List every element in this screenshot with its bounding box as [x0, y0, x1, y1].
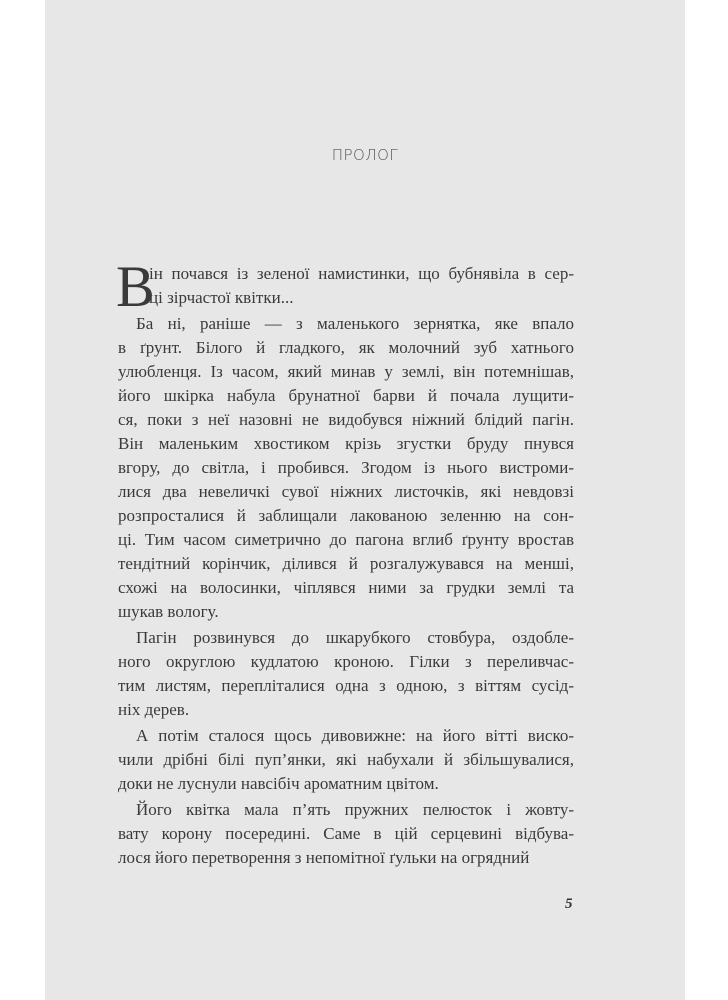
text-line: доки не луснули навсібіч ароматним цвітом.: [118, 774, 439, 793]
text-line: А потім сталося щось дивовижне: на його вітті виско-: [136, 726, 574, 745]
text-line: Ба ні, раніше — з маленького зернятка, яке впало: [136, 314, 574, 333]
text-line: вгору, до світла, і пробився. Згодом із нього вистроми-: [118, 458, 574, 477]
text-line: ін почався із зеленої намистинки, що бубнявіла в сер-: [149, 264, 574, 283]
text-line: розпросталися й заблищали лакованою зеленню на сон-: [118, 506, 574, 525]
paragraph: [118, 798, 574, 870]
text-line: його шкірка набула брунатної барви й почала лущити-: [118, 386, 574, 405]
paragraph: [118, 724, 574, 796]
paragraph: [116, 254, 574, 319]
text-line: лося його перетворення з непомітної ґульки на огрядний: [118, 848, 530, 867]
text-line: тим листям, перепліталися одна з одною, з віттям сусід-: [118, 676, 574, 695]
text-line: тендітний корінчик, ділився й розгалужувався на менші,: [118, 554, 574, 573]
text-line: в ґрунт. Білого й гладкого, як молочний зуб хатнього: [118, 338, 574, 357]
paragraph: [118, 626, 574, 722]
text-line: ніх дерев.: [118, 700, 190, 719]
text-line: улюбленця. Із часом, який минав у землі, він потемнішав,: [118, 362, 574, 381]
text-line: ці зірчастої квітки...: [149, 288, 294, 307]
text-line: ці. Тим часом симетрично до пагона вглиб ґрунту вростав: [118, 530, 574, 549]
text-line: шукав вологу.: [118, 602, 219, 621]
chapter-text: [116, 254, 574, 870]
page-number: 5: [565, 896, 573, 912]
text-line: схожі на волосинки, чіплявся ними за грудки землі та: [118, 578, 574, 597]
text-line: Його квітка мала п’ять пружних пелюсток і жовту-: [136, 800, 574, 819]
chapter-title: ПРОЛОГ: [331, 146, 399, 164]
book-page: [45, 0, 685, 1000]
text-line: ного округлою кудлатою кроною. Гілки з переливчас-: [118, 652, 574, 671]
paragraph: [118, 312, 574, 624]
text-line: вату корону посередині. Саме в цій серцевині відбува-: [118, 824, 574, 843]
text-line: ся, поки з неї назовні не видобувся ніжний блідий пагін.: [118, 410, 574, 429]
text-line: чили дрібні білі пуп’янки, які набухали й збільшувалися,: [118, 750, 574, 769]
text-line: Пагін розвинувся до шкарубкого стовбура, оздобле-: [136, 628, 574, 647]
drop-cap: В: [116, 254, 155, 319]
text-line: лися два невеличкі сувої ніжних листочків, які невдовзі: [118, 482, 574, 501]
text-line: Він маленьким хвостиком крізь згустки бруду пнувся: [118, 434, 574, 453]
